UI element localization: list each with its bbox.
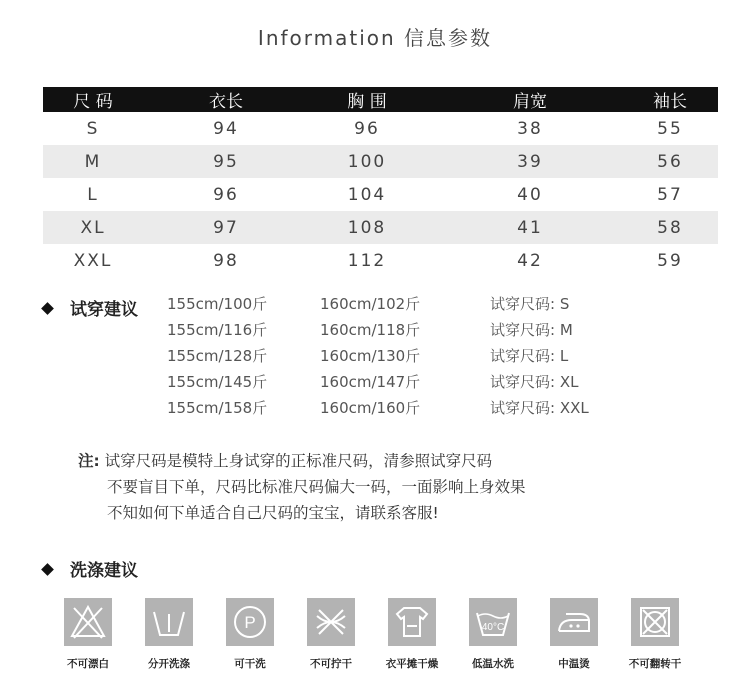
cell-length: 98 (213, 250, 239, 271)
note-line-2: 不要盲目下单，尺码比标准尺码偏大一码，一面影响上身效果 (107, 478, 526, 496)
try-on-weight-b: 160cm/102斤 (320, 295, 421, 313)
header-chest: 胸 围 (347, 92, 387, 112)
cell-size: L (87, 184, 99, 205)
try-on-weight-a: 155cm/100斤 (167, 295, 268, 313)
cell-shoulder: 42 (517, 250, 543, 271)
cell-size: XXL (73, 250, 113, 271)
wash-item-label: 分开洗涤 (148, 658, 190, 670)
cell-sleeve: 55 (657, 118, 683, 139)
cell-size: M (84, 151, 102, 172)
wash-item (534, 598, 614, 671)
note-label: 注: (78, 452, 100, 470)
header-size: 尺 码 (73, 92, 113, 112)
size-table-header (43, 87, 718, 112)
cell-size: XL (80, 217, 106, 238)
wash-item (129, 598, 209, 671)
low-temp-wash-icon (469, 598, 517, 646)
note-line-3: 不知如何下单适合自己尺码的宝宝，请联系客服! (107, 504, 439, 522)
try-on-weight-b: 160cm/118斤 (320, 321, 421, 339)
cell-sleeve: 56 (657, 151, 683, 172)
wash-item (291, 598, 371, 671)
cell-shoulder: 41 (517, 217, 543, 238)
try-on-size: 试穿尺码: XXL (490, 399, 589, 417)
cell-shoulder: 38 (517, 118, 543, 139)
dry-clean-icon (226, 598, 274, 646)
try-on-size: 试穿尺码: XL (490, 373, 579, 391)
try-on-size: 试穿尺码: M (490, 321, 573, 339)
wash-heading-text: 洗涤建议 (70, 561, 138, 581)
cell-sleeve: 57 (657, 184, 683, 205)
cell-shoulder: 39 (517, 151, 543, 172)
try-on-heading-text: 试穿建议 (70, 300, 138, 320)
try-on-weight-a: 155cm/116斤 (167, 321, 268, 339)
cell-chest: 108 (347, 217, 387, 238)
try-on-size: 试穿尺码: S (490, 295, 570, 313)
try-on-size: 试穿尺码: L (490, 347, 569, 365)
wash-item-label: 衣平摊干燥 (385, 658, 439, 670)
try-on-weight-b: 160cm/147斤 (320, 373, 421, 391)
header-sleeve: 袖长 (653, 92, 687, 112)
table-row (43, 145, 718, 178)
wash-item (615, 598, 695, 671)
cell-chest: 100 (347, 151, 387, 172)
cell-size: S (86, 118, 100, 139)
wash-item (210, 598, 290, 671)
cell-length: 96 (213, 184, 239, 205)
cell-chest: 112 (347, 250, 387, 271)
no-tumble-dry-icon (631, 598, 679, 646)
cell-shoulder: 40 (517, 184, 543, 205)
no-bleach-icon (64, 598, 112, 646)
wash-separately-icon (145, 598, 193, 646)
try-on-weight-a: 155cm/158斤 (167, 399, 268, 417)
header-length: 衣长 (209, 92, 243, 112)
size-table (43, 87, 718, 277)
cell-length: 97 (213, 217, 239, 238)
table-row (43, 112, 718, 145)
try-on-weight-b: 160cm/130斤 (320, 347, 421, 365)
try-on-weight-b: 160cm/160斤 (320, 399, 421, 417)
cell-length: 94 (213, 118, 239, 139)
cell-sleeve: 58 (657, 217, 683, 238)
try-on-heading (43, 295, 138, 320)
wash-item-label: 低温水洗 (472, 658, 514, 670)
size-note (78, 448, 526, 526)
wash-item-label: 不可漂白 (67, 658, 109, 670)
table-row (43, 211, 718, 244)
wash-item-label: 中温烫 (558, 658, 590, 670)
try-on-weight-a: 155cm/128斤 (167, 347, 268, 365)
cell-sleeve: 59 (657, 250, 683, 271)
page-title: Information 信息参数 (257, 26, 493, 50)
header-shoulder: 肩宽 (513, 92, 547, 112)
note-line-1: 试穿尺码是模特上身试穿的正标准尺码，清参照试穿尺码 (104, 452, 493, 470)
diamond-bullet-icon (41, 302, 54, 315)
dry-flat-icon (388, 598, 436, 646)
cell-length: 95 (213, 151, 239, 172)
medium-iron-icon (550, 598, 598, 646)
svg-text:40°C: 40°C (481, 622, 505, 633)
wash-item-label: 不可拧干 (310, 658, 352, 670)
wash-heading (43, 556, 138, 581)
try-on-weight-a: 155cm/145斤 (167, 373, 268, 391)
svg-text:P: P (244, 613, 256, 632)
diamond-bullet-icon (41, 563, 54, 576)
cell-chest: 96 (354, 118, 380, 139)
wash-item-label: 不可翻转干 (628, 658, 682, 670)
table-row (43, 244, 718, 277)
wash-item (372, 598, 452, 671)
wash-item (48, 598, 128, 671)
cell-chest: 104 (347, 184, 387, 205)
no-wring-icon (307, 598, 355, 646)
table-row (43, 178, 718, 211)
wash-item-label: 可干洗 (234, 658, 266, 670)
wash-item (453, 598, 533, 671)
